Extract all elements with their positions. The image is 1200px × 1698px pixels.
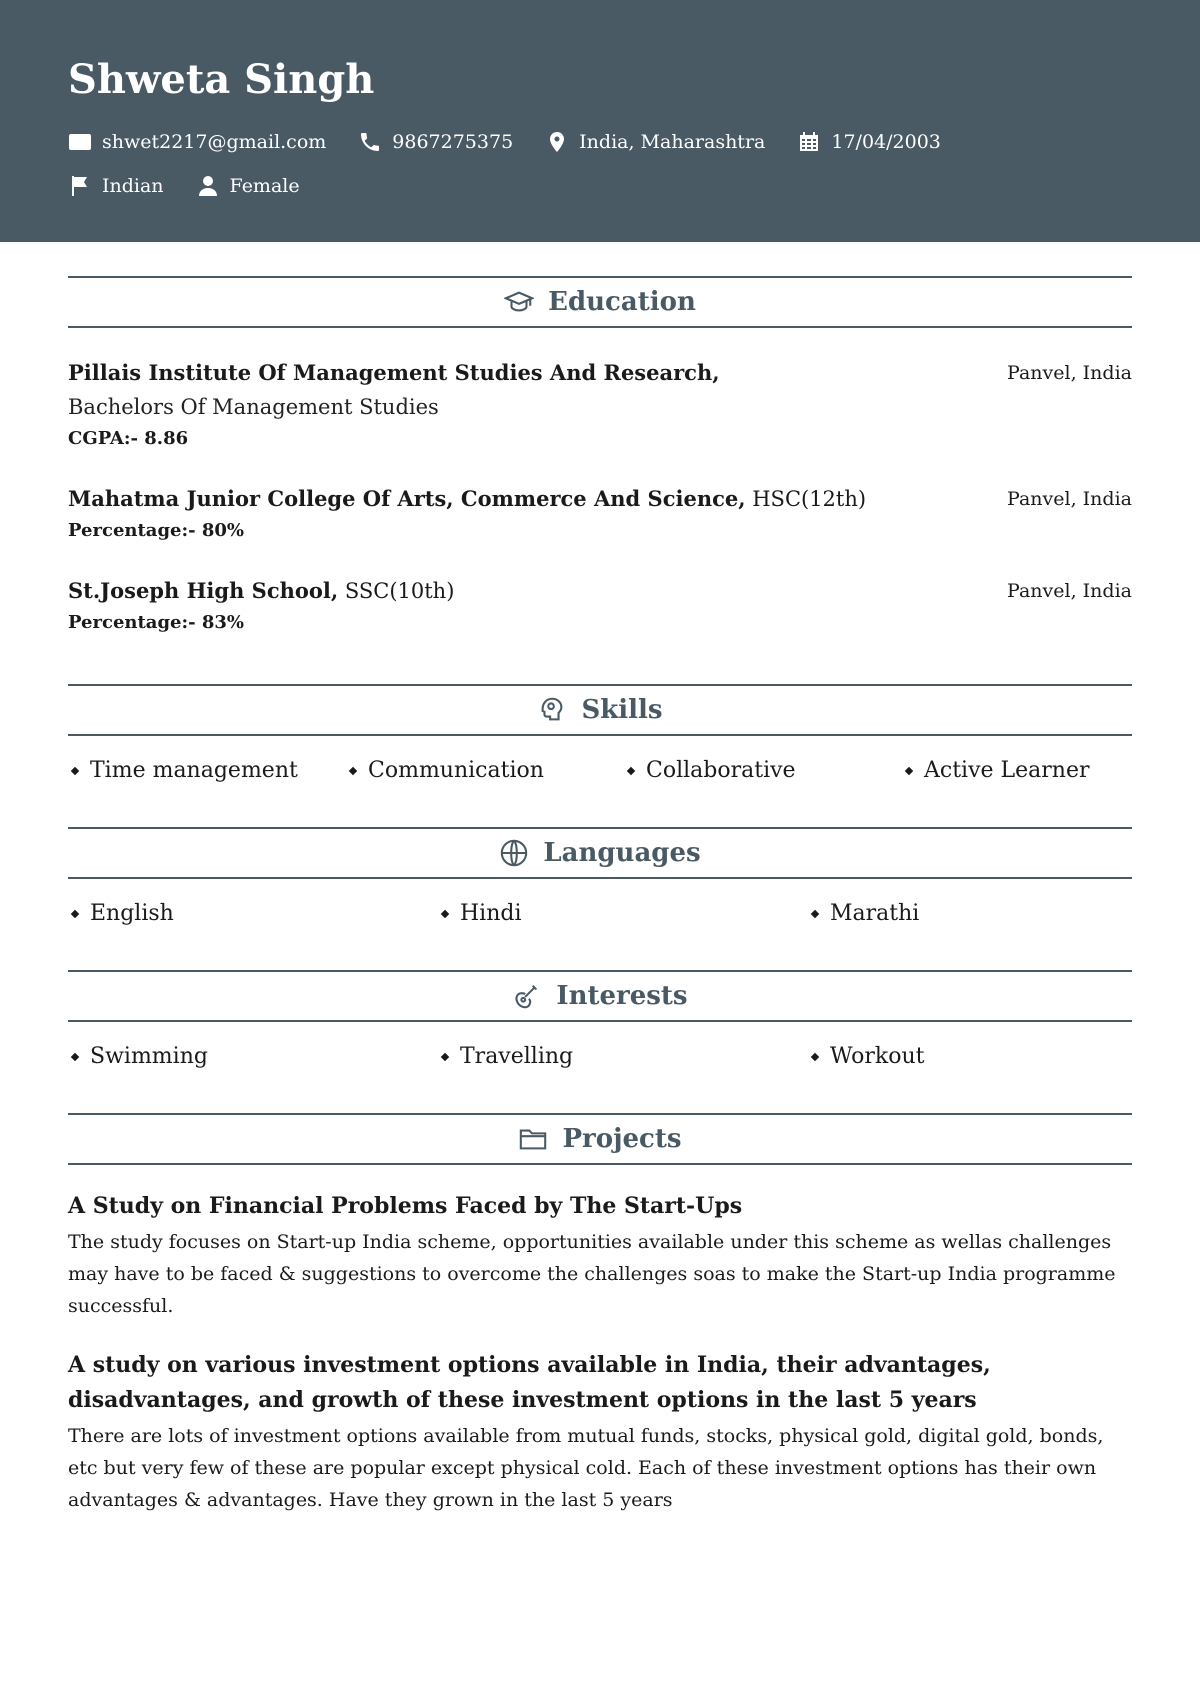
degree-name: SSC(10th) bbox=[338, 579, 455, 603]
flag-icon bbox=[68, 174, 92, 198]
calendar-icon bbox=[797, 130, 821, 154]
phone-text: 9867275375 bbox=[392, 131, 514, 153]
contact-phone bbox=[358, 120, 513, 164]
institution-name: St.Joseph High School, bbox=[68, 578, 339, 603]
project-entry bbox=[68, 1348, 1132, 1516]
gender-text: Female bbox=[229, 175, 300, 197]
degree-title: Bachelors Of Management Studies bbox=[68, 395, 439, 419]
education-location: Panvel, India bbox=[1007, 362, 1132, 384]
education-heading bbox=[68, 276, 1132, 328]
interests-heading bbox=[68, 970, 1132, 1022]
education-entry bbox=[68, 574, 1132, 638]
skill-item: Communication bbox=[346, 758, 624, 783]
folder-icon bbox=[518, 1124, 548, 1154]
project-description: There are lots of investment options available from mutual funds, stocks, physical gold, digital gold, bonds, etc but very few of these are popular except physical cold. Each of these investment options has their own advantages & advantages. Have they grown in the last 5 years bbox=[68, 1425, 1104, 1511]
languages-list bbox=[68, 901, 1132, 926]
project-title: A Study on Financial Problems Faced by The Start-Ups bbox=[68, 1193, 743, 1219]
education-location: Panvel, India bbox=[1007, 488, 1132, 510]
contact-email bbox=[68, 120, 326, 164]
map-pin-icon bbox=[545, 130, 569, 154]
language-item: English bbox=[68, 901, 438, 926]
project-title: A study on various investment options available in India, their advantages, disadvantages, and growth of these investment options in the last 5 years bbox=[68, 1352, 991, 1413]
resume-body bbox=[0, 276, 1200, 1516]
projects-heading bbox=[68, 1113, 1132, 1165]
project-description: The study focuses on Start-up India scheme, opportunities available under this scheme as wellas challenges may have to be faced & suggestions to overcome the challenges soas to make the Start-up India programme successful. bbox=[68, 1231, 1116, 1317]
education-entry bbox=[68, 356, 1132, 454]
contact-location bbox=[545, 120, 765, 164]
skills-list bbox=[68, 758, 1132, 783]
contact-dob bbox=[797, 120, 941, 164]
brain-head-icon bbox=[537, 695, 567, 725]
contact-gender bbox=[196, 164, 300, 208]
location-text: India, Maharashtra bbox=[579, 131, 766, 153]
interests-list bbox=[68, 1044, 1132, 1069]
interests-title: Interests bbox=[556, 981, 688, 1011]
dob-text: 17/04/2003 bbox=[831, 131, 941, 153]
interest-item: Workout bbox=[808, 1044, 924, 1069]
skills-heading bbox=[68, 684, 1132, 736]
email-text: shwet2217@gmail.com bbox=[102, 131, 327, 153]
languages-heading bbox=[68, 827, 1132, 879]
education-grade: Percentage:- 83% bbox=[68, 612, 245, 633]
user-icon bbox=[196, 174, 220, 198]
resume-header bbox=[0, 0, 1200, 242]
education-grade: Percentage:- 80% bbox=[68, 520, 245, 541]
candidate-name: Shweta Singh bbox=[68, 56, 375, 103]
skills-title: Skills bbox=[581, 695, 663, 725]
nationality-text: Indian bbox=[102, 175, 164, 197]
interest-item: Travelling bbox=[438, 1044, 808, 1069]
institution-name: Mahatma Junior College Of Arts, Commerce And Science, bbox=[68, 486, 746, 511]
language-item: Hindi bbox=[438, 901, 808, 926]
phone-icon bbox=[358, 130, 382, 154]
education-grade: CGPA:- 8.86 bbox=[68, 428, 189, 449]
contact-info bbox=[68, 120, 1078, 208]
education-entry bbox=[68, 482, 1132, 546]
language-item: Marathi bbox=[808, 901, 919, 926]
skill-item: Active Learner bbox=[902, 758, 1090, 783]
guitar-icon bbox=[512, 981, 542, 1011]
languages-title: Languages bbox=[543, 838, 701, 868]
education-location: Panvel, India bbox=[1007, 580, 1132, 602]
projects-title: Projects bbox=[562, 1124, 682, 1154]
skill-item: Time management bbox=[68, 758, 346, 783]
institution-name: Pillais Institute Of Management Studies And Research, bbox=[68, 360, 720, 385]
globe-icon bbox=[499, 838, 529, 868]
graduation-cap-icon bbox=[504, 287, 534, 317]
interest-item: Swimming bbox=[68, 1044, 438, 1069]
degree-name: HSC(12th) bbox=[745, 487, 867, 511]
envelope-icon bbox=[68, 130, 92, 154]
skill-item: Collaborative bbox=[624, 758, 902, 783]
education-title: Education bbox=[548, 287, 696, 317]
project-entry bbox=[68, 1189, 1132, 1322]
contact-nationality bbox=[68, 164, 164, 208]
